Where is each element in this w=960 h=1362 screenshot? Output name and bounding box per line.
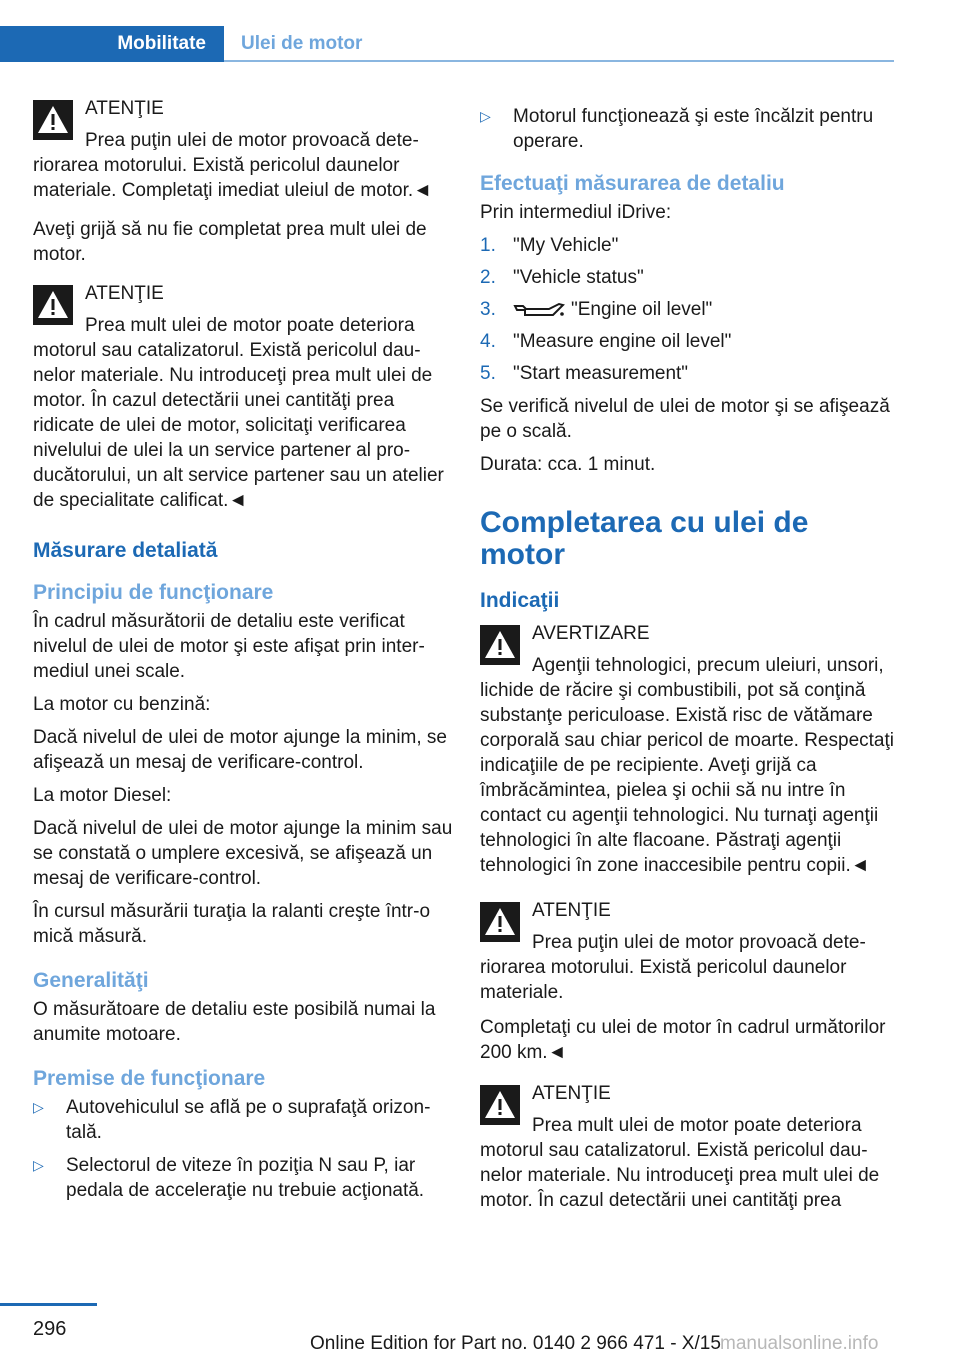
list-item: 2. "Vehicle status" — [480, 267, 644, 288]
warning-block — [480, 1081, 900, 1213]
warning-title: AVERTIZARE — [532, 623, 650, 644]
list-item: 1. "My Vehicle" — [480, 235, 619, 256]
left-column — [33, 96, 453, 1211]
header-divider — [224, 60, 894, 62]
paragraph: Dacă nivelul de ulei de motor ajunge la minim, se afişează un mesaj de verificare-control. — [33, 727, 447, 773]
warning-text: Prea puţin ulei de motor provoacă deteriorarea motorului. Există pericolul daunelor materiale. Completaţi imediat uleiul de motor.◄ — [33, 130, 432, 201]
warning-text: Prea mult ulei de motor poate deteriora motorul sau catalizatorul. Există pericolul daunelor materiale. Nu introduceţi prea mult ulei de motor. În cazul detectării unei cantităţi prea ridicate de ulei de motor, solicitaţi verificarea nivelului de ulei la un service partener al producătorului, un alt service partener sau un atelier de specialitate calificat.◄ — [33, 315, 444, 511]
subsection-heading: Generalităţi — [33, 969, 149, 992]
tab-ulei-de-motor[interactable]: Ulei de motor — [241, 33, 363, 54]
warning-title: ATENŢIE — [532, 1083, 611, 1104]
warning-title: ATENŢIE — [85, 98, 164, 119]
section-heading: Măsurare detaliată — [33, 539, 218, 562]
bullet-list — [33, 1095, 453, 1203]
subsection-heading: Efectuaţi măsurarea de detaliu — [480, 172, 785, 195]
warning-triangle-icon — [480, 902, 520, 942]
warning-triangle-icon — [33, 285, 73, 325]
warning-triangle-icon — [33, 100, 73, 140]
header-bar — [0, 0, 960, 64]
page-number: 296 — [33, 1318, 67, 1340]
footer-divider — [0, 1303, 97, 1306]
paragraph: O măsurătoare de detaliu este posibilă numai la anumite motoare. — [33, 999, 436, 1045]
paragraph: Durata: cca. 1 minut. — [480, 454, 656, 475]
paragraph: La motor Diesel: — [33, 785, 172, 806]
paragraph: În cadrul măsurătorii de detaliu este verificat nivelul de ulei de motor şi este afişat prin intermediul unei scale. — [33, 611, 425, 682]
watermark: manualsonline.info — [720, 1333, 879, 1354]
warning-title: ATENŢIE — [85, 283, 164, 304]
list-item: ▷ Selectorul de viteze în poziţia N sau P, iar pedala de acceleraţie nu trebuie acţionată. — [33, 1155, 425, 1201]
warning-triangle-icon — [480, 1085, 520, 1125]
warning-triangle-icon — [480, 625, 520, 665]
triangle-right-icon: ▷ — [33, 1099, 44, 1115]
bullet-list — [480, 104, 900, 154]
warning-text: Prea puţin ulei de motor provoacă deteriorarea motorului. Există pericolul daunelor materiale. — [480, 932, 866, 1003]
paragraph: În cursul măsurării turaţia la ralanti creşte într-o mică măsură. — [33, 901, 431, 947]
list-item: 5. "Start measurement" — [480, 363, 689, 384]
chapter-heading: Completarea cu ulei de motor — [480, 506, 809, 571]
list-item: ▷ Motorul funcţionează şi este încălzit pentru operare. — [480, 106, 874, 152]
warning-title: ATENŢIE — [532, 900, 611, 921]
warning-block — [480, 898, 900, 1005]
subsection-heading: Premise de funcţionare — [33, 1067, 266, 1090]
paragraph: Se verifică nivelul de ulei de motor şi se afişează pe o scală. — [480, 396, 890, 442]
subsection-heading: Principiu de funcţionare — [33, 581, 274, 604]
tab-mobilitate[interactable]: Mobilitate — [0, 26, 224, 62]
warning-text: Prea mult ulei de motor poate deteriora motorul sau catalizatorul. Există pericolul daunelor materiale. Nu introduceţi prea mult ulei de motor. În cazul detectării unei cantităţi prea — [480, 1115, 880, 1211]
warning-text: Agenţii tehnologici, precum uleiuri, unsori, lichide de răcire şi combustibili, pot să conţină substanţe periculoase. Există risc de vătămare corporală sau chiar pericol de moarte. Respectaţi indicaţiile de pe recipiente. Aveţi grijă ca îmbrăcămintea, pielea şi ochii să nu intre în contact cu agenţii tehnologici. Nu turnaţi agenţii tehnologici în alte flacoane. Păstraţi agenţii tehnologici în zone inaccesibile pentru copii.◄ — [480, 655, 894, 876]
list-item: ▷ Autovehiculul se află pe o suprafaţă orizontală. — [33, 1097, 431, 1143]
paragraph: Prin intermediul iDrive: — [480, 202, 672, 223]
right-column — [480, 104, 900, 1223]
paragraph: Completaţi cu ulei de motor în cadrul următorilor 200 km.◄ — [480, 1017, 886, 1063]
engine-oil-can-icon — [513, 301, 565, 319]
paragraph: La motor cu benzină: — [33, 694, 211, 715]
paragraph: Dacă nivelul de ulei de motor ajunge la minim sau se constată o umplere excesivă, se afişează un mesaj de verificare-control. — [33, 818, 453, 889]
list-item: 4. "Measure engine oil level" — [480, 331, 732, 352]
steps-list — [480, 233, 900, 386]
edition-text: Online Edition for Part no. 0140 2 966 471 - X/15 — [310, 1333, 721, 1354]
paragraph: Aveţi grijă să nu fie completat prea mult ulei de motor. — [33, 219, 427, 265]
triangle-right-icon: ▷ — [480, 108, 491, 124]
triangle-right-icon: ▷ — [33, 1157, 44, 1173]
section-heading: Indicaţii — [480, 589, 560, 612]
warning-block — [480, 621, 900, 878]
warning-block — [33, 96, 453, 203]
warning-block — [33, 281, 453, 513]
list-item: 3. "Engine oil level" — [480, 299, 713, 320]
